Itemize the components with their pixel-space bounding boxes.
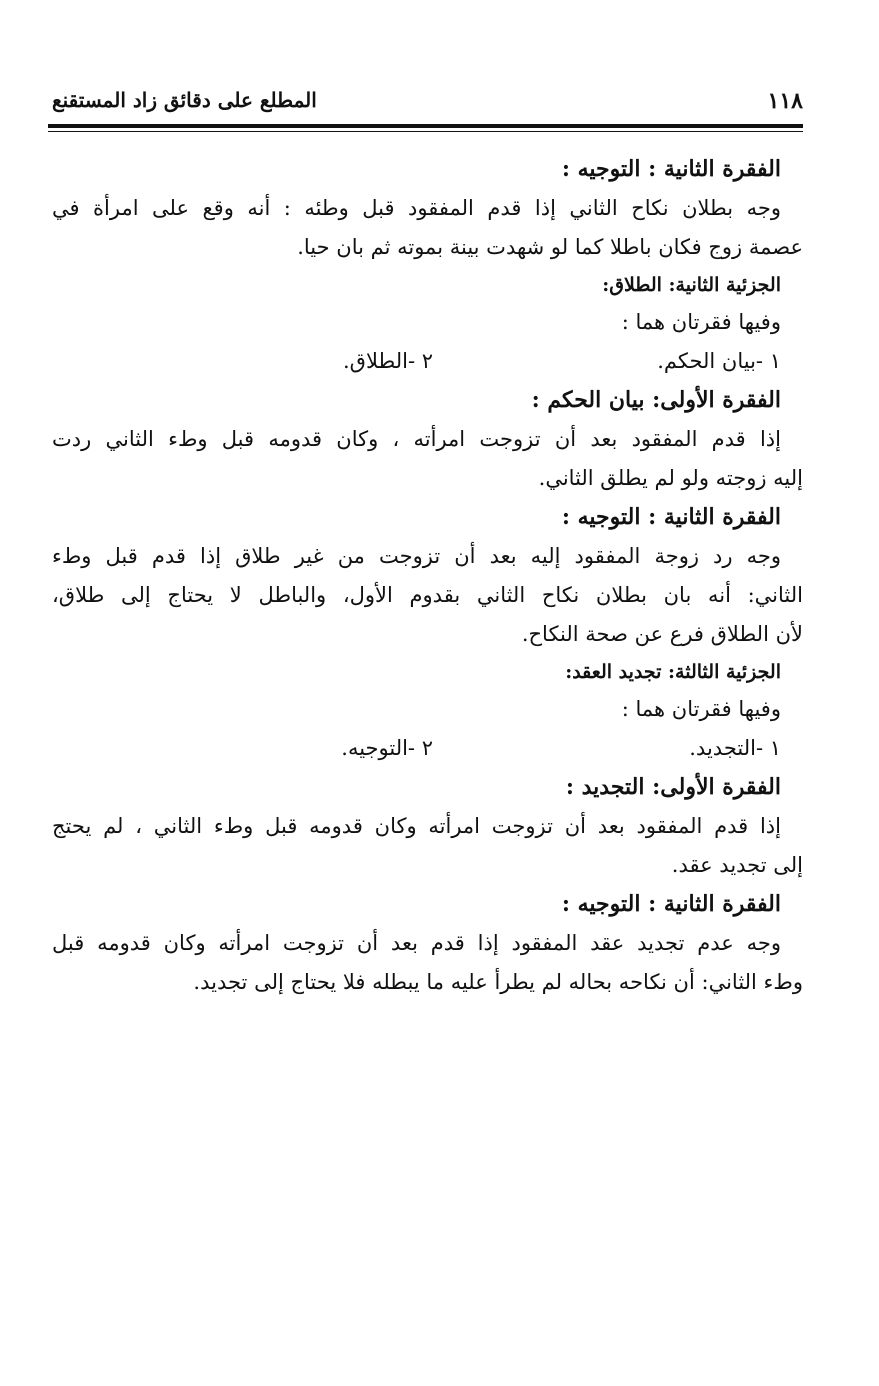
section-heading: الفقرة الثانية : التوجيه : — [561, 504, 781, 530]
list-item: ٢ -التوجيه. — [341, 736, 433, 760]
header-rule — [48, 124, 803, 128]
subsection-heading: الجزئية الثانية: الطلاق: — [602, 274, 781, 296]
paragraph-line: وفيها فقرتان هما : — [621, 697, 781, 721]
paragraph-line: لأن الطلاق فرع عن صحة النكاح. — [521, 622, 803, 646]
paragraph-line: وفيها فقرتان هما : — [621, 310, 781, 334]
paragraph-line: وجه رد زوجة المفقود إليه بعد أن تزوجت من غير طلاق إذا قدم قبل وطء — [52, 544, 781, 568]
section-heading: الفقرة الثانية : التوجيه : — [561, 891, 781, 917]
paragraph-line: إذا قدم المفقود بعد أن تزوجت امرأته ، وكان قدومه قبل وطء الثاني ردت — [52, 427, 781, 451]
page-header — [52, 86, 803, 122]
section-heading: الفقرة الأولى: التجديد : — [565, 774, 781, 800]
paragraph-line: إليه زوجته ولو لم يطلق الثاني. — [538, 466, 803, 490]
list-item: ١ -بيان الحكم. — [657, 349, 781, 373]
list-row — [52, 729, 803, 768]
paragraph-line: إذا قدم المفقود بعد أن تزوجت امرأته وكان قدومه قبل وطء الثاني ، لم يحتج — [52, 814, 781, 838]
section-heading: الفقرة الأولى: بيان الحكم : — [531, 387, 781, 413]
page-body — [52, 150, 803, 1002]
paragraph-line: وطء الثاني: أن نكاحه بحاله لم يطرأ عليه ما يبطله فلا يحتاج إلى تجديد. — [193, 970, 803, 994]
list-item: ١ -التجديد. — [689, 736, 781, 760]
header-rule-thin — [48, 131, 803, 132]
page-number: ١١٨ — [767, 88, 803, 114]
paragraph-line: الثاني: أنه بان بطلان نكاح الثاني بقدوم الأول، والباطل لا يحتاج إلى طلاق، — [52, 583, 803, 607]
list-row — [52, 342, 803, 381]
paragraph-line: إلى تجديد عقد. — [671, 853, 803, 877]
section-heading: الفقرة الثانية : التوجيه : — [561, 156, 781, 182]
paragraph-line: عصمة زوج فكان باطلا كما لو شهدت بينة بموته ثم بان حيا. — [297, 235, 803, 259]
list-item: ٢ -الطلاق. — [342, 349, 433, 373]
running-title: المطلع على دقائق زاد المستقنع — [52, 88, 317, 112]
paragraph-line: وجه بطلان نكاح الثاني إذا قدم المفقود قبل وطئه : أنه وقع على امرأة في — [52, 196, 781, 220]
paragraph-line: وجه عدم تجديد عقد المفقود إذا قدم بعد أن تزوجت امرأته وكان قدومه قبل — [52, 931, 781, 955]
subsection-heading: الجزئية الثالثة: تجديد العقد: — [565, 661, 781, 683]
